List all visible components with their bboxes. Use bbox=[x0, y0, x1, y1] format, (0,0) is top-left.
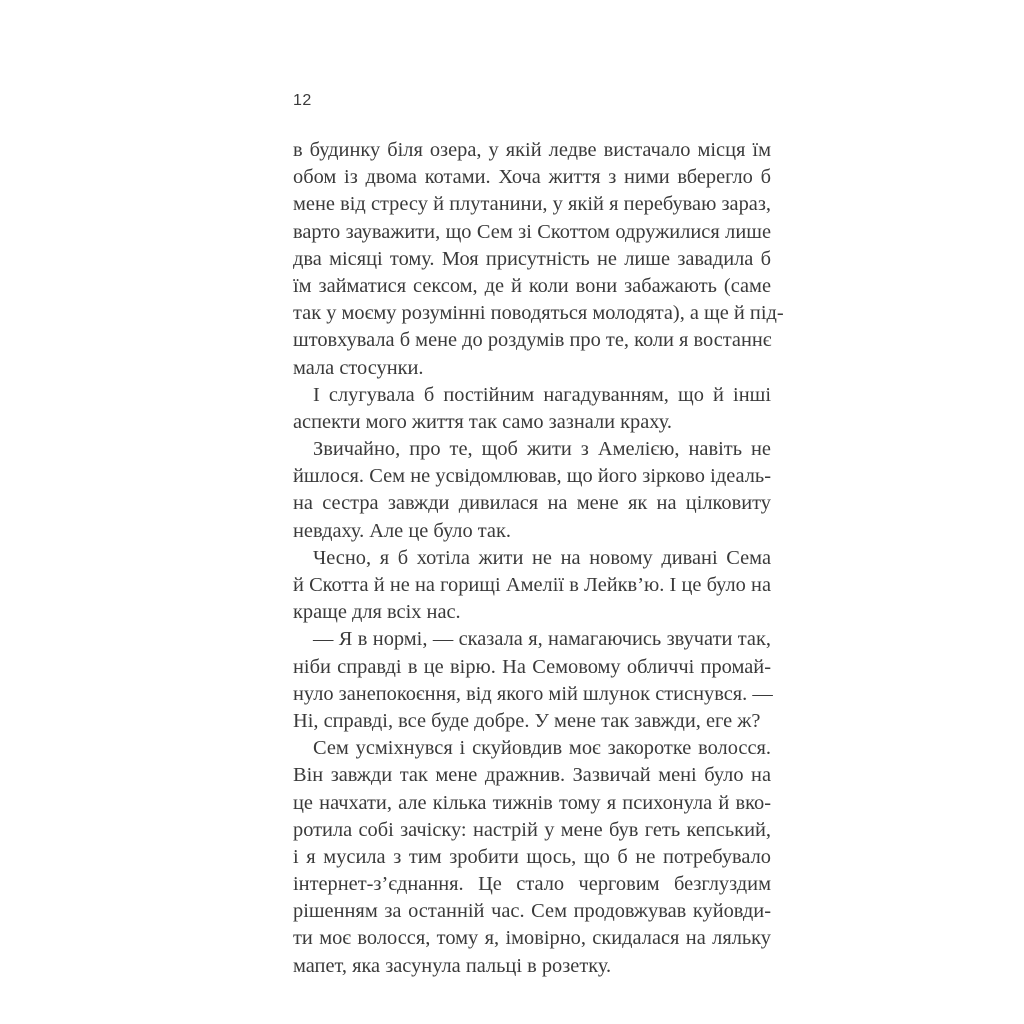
text-line: їм займатися сексом, де й коли вони забажають (саме bbox=[293, 274, 771, 297]
text-line: мене від стресу й плутанини, у якій я перебуваю зараз, bbox=[293, 193, 771, 216]
text-line: два місяці тому. Моя присутність не лише завадила б bbox=[293, 247, 771, 270]
text-line: рішенням за останній час. Сем продовжував куйовди- bbox=[293, 900, 771, 923]
text-line: аспекти мого життя так само зазнали краху. bbox=[293, 410, 672, 433]
paragraph bbox=[293, 545, 771, 627]
text-line: штовхувала б мене до роздумів про те, коли я востаннє bbox=[293, 329, 772, 352]
text-line: це начхати, але кілька тижнів тому я психонула й вко- bbox=[293, 791, 771, 814]
text-line: краще для всіх нас. bbox=[293, 601, 461, 624]
paragraph bbox=[293, 626, 771, 735]
text-line: йшлося. Сем не усвідомлював, що його зірково ідеаль- bbox=[293, 465, 771, 488]
text-line: обом із двома котами. Хоча життя з ними вберегло б bbox=[293, 166, 771, 189]
text-line: так у моєму розумінні поводяться молодята), а ще й під- bbox=[293, 302, 784, 325]
text-line: і я мусила з тим зробити щось, що б не потребувало bbox=[293, 845, 771, 868]
text-line: невдаху. Але це було так. bbox=[293, 519, 511, 542]
text-line: мапет, яка засунула пальці в розетку. bbox=[293, 954, 612, 977]
text-line: в будинку біля озера, у якій ледве вистачало місця їм bbox=[293, 139, 771, 161]
paragraph bbox=[293, 735, 771, 980]
text-line: Ні, справді, все буде добре. У мене так завжди, еге ж? bbox=[293, 709, 761, 732]
body-text bbox=[293, 137, 784, 980]
text-line: ротила собі зачіску: настрій у мене був геть кепський, bbox=[293, 818, 771, 841]
text-line: нуло занепокоєння, від якого мій шлунок стиснувся. — bbox=[293, 682, 773, 705]
text-line: ти моє волосся, тому я, імовірно, скидалася на ляльку bbox=[293, 927, 771, 950]
paragraph bbox=[293, 382, 771, 436]
page-number: 12 bbox=[293, 92, 312, 109]
text-line: Звичайно, про те, щоб жити з Амелією, навіть не bbox=[313, 438, 771, 461]
text-line: Він завжди так мене дражнив. Зазвичай мені було на bbox=[293, 764, 771, 787]
paragraph bbox=[293, 436, 771, 545]
text-line: ніби справді в це вірю. На Семовому обличчі промай- bbox=[293, 655, 771, 678]
paragraph bbox=[293, 137, 784, 382]
text-line: І слугувала б постійним нагадуванням, що й інші bbox=[313, 383, 771, 406]
text-line: — Я в нормі, — сказала я, намагаючись звучати так, bbox=[313, 628, 771, 651]
text-line: варто зауважити, що Сем зі Скоттом одружилися лише bbox=[293, 220, 771, 243]
text-line: інтернет-з’єднання. Це стало черговим безглуздим bbox=[293, 873, 771, 896]
text-line: й Скотта й не на горищі Амелії в Лейкв’ю. І це було на bbox=[293, 574, 771, 596]
text-line: на сестра завжди дивилася на мене як на цілковиту bbox=[293, 492, 771, 515]
text-line: мала стосунки. bbox=[293, 356, 424, 379]
text-line: Чесно, я б хотіла жити не на новому дивані Сема bbox=[313, 546, 771, 569]
text-line: Сем усміхнувся і скуйовдив моє закоротке волосся. bbox=[313, 737, 771, 760]
